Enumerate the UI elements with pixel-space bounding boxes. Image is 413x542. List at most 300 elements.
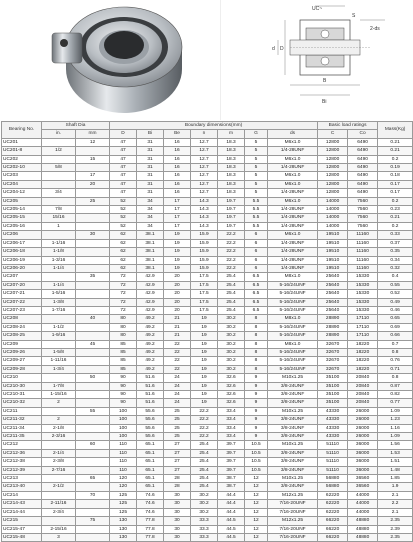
label-bi: Bi	[322, 99, 327, 105]
table-cell: 31	[137, 189, 164, 197]
table-cell	[76, 206, 110, 214]
table-cell: 2-3/4	[42, 508, 76, 516]
table-cell: 25	[164, 424, 191, 432]
table-cell: 34	[137, 222, 164, 230]
table-cell: 20	[164, 298, 191, 306]
bearing-number-cell: UC205-14	[2, 206, 42, 214]
table-cell: 15.9	[191, 231, 218, 239]
bearing-number-cell: UC215-48	[2, 533, 42, 541]
table-cell	[76, 458, 110, 466]
table-cell: 31	[137, 138, 164, 146]
table-cell: 0.8	[378, 374, 413, 382]
table-cell: 20840	[348, 391, 378, 399]
table-cell: 1/2	[42, 147, 76, 155]
table-row	[2, 248, 413, 256]
table-cell: 6	[245, 231, 268, 239]
table-cell: 3/8-24UNF	[268, 382, 318, 390]
table-row	[2, 399, 413, 407]
table-cell	[42, 517, 76, 525]
table-cell: 3/8-24UNF	[268, 483, 318, 491]
table-cell: 38.1	[137, 239, 164, 247]
header-mm: mm	[76, 130, 110, 138]
table-cell: 2.2	[378, 500, 413, 508]
table-cell: 100	[110, 416, 137, 424]
table-cell: 0.33	[378, 231, 413, 239]
table-cell: 39.7	[218, 441, 245, 449]
bearing-number-cell: UC209-26	[2, 348, 42, 356]
table-cell: 32670	[318, 365, 348, 373]
table-cell: 72	[110, 298, 137, 306]
table-cell: 15/16	[42, 214, 76, 222]
table-cell: 25.4	[191, 458, 218, 466]
table-cell: 2-1/8	[42, 424, 76, 432]
table-cell: 12800	[318, 147, 348, 155]
table-cell: 9	[245, 382, 268, 390]
table-cell: 27	[164, 458, 191, 466]
table-cell: 1.09	[378, 433, 413, 441]
header-G: G	[245, 130, 268, 138]
table-cell: 25.4	[218, 306, 245, 314]
table-cell: 49.2	[137, 348, 164, 356]
table-cell: 43330	[318, 433, 348, 441]
table-cell: 5	[245, 180, 268, 188]
table-cell: 3/8-24UNF	[268, 391, 318, 399]
table-cell: 2-1/4	[42, 449, 76, 457]
table-cell: 5	[245, 147, 268, 155]
table-cell	[76, 399, 110, 407]
table-cell: 47	[110, 180, 137, 188]
table-row	[2, 189, 413, 197]
table-cell: 12	[245, 517, 268, 525]
table-cell: 6490	[348, 138, 378, 146]
table-cell: 51.6	[137, 382, 164, 390]
table-cell: 17110	[348, 315, 378, 323]
table-cell: 25.4	[191, 449, 218, 457]
table-cell: 36000	[348, 449, 378, 457]
table-cell: 60	[76, 441, 110, 449]
header-Bi: Bi	[137, 130, 164, 138]
table-cell: 18.3	[218, 147, 245, 155]
table-cell: 21	[164, 315, 191, 323]
table-cell: M8x1.0	[268, 315, 318, 323]
table-cell: 62	[110, 256, 137, 264]
table-cell: 35100	[318, 374, 348, 382]
table-cell: 65.1	[137, 449, 164, 457]
table-cell: 38.1	[137, 264, 164, 272]
table-cell: 16	[164, 189, 191, 197]
table-cell: 22	[164, 365, 191, 373]
table-cell: 36560	[348, 475, 378, 483]
table-cell: 25640	[318, 306, 348, 314]
table-cell: 24	[164, 391, 191, 399]
table-cell: 44000	[348, 500, 378, 508]
table-cell: 65	[76, 475, 110, 483]
table-cell: 34	[137, 197, 164, 205]
table-cell: 0.17	[378, 180, 413, 188]
table-cell: 21	[164, 323, 191, 331]
bearing-number-cell: UC212-39	[2, 466, 42, 474]
table-cell: 12	[245, 491, 268, 499]
table-cell: 18220	[348, 365, 378, 373]
table-cell: 62	[110, 248, 137, 256]
table-cell: 3/8-24UNF	[268, 458, 318, 466]
table-cell: 49.2	[137, 365, 164, 373]
table-row	[2, 281, 413, 289]
table-cell: 18.3	[218, 155, 245, 163]
table-cell: 70	[76, 491, 110, 499]
table-cell: 49.2	[137, 357, 164, 365]
table-cell: 5-16/24UNF	[268, 290, 318, 298]
table-cell: 16	[164, 180, 191, 188]
table-cell: 19	[191, 323, 218, 331]
table-cell: 3	[42, 533, 76, 541]
table-cell: M6x1.0	[268, 231, 318, 239]
table-cell: 5	[245, 138, 268, 146]
table-cell	[76, 264, 110, 272]
table-cell: 38.1	[137, 231, 164, 239]
table-cell: 15330	[348, 290, 378, 298]
table-cell	[76, 382, 110, 390]
bearing-number-cell: UC215	[2, 517, 42, 525]
table-cell: 28890	[318, 315, 348, 323]
table-cell: 20	[164, 281, 191, 289]
table-cell: 0.66	[378, 332, 413, 340]
header-boundary-dimensions: Boundary dimensions(mm)	[110, 122, 318, 130]
bearing-number-cell: UC212-38	[2, 458, 42, 466]
table-cell: 0.7	[378, 340, 413, 348]
table-cell: 1-11/16	[42, 357, 76, 365]
table-cell: M8x1.0	[268, 273, 318, 281]
table-cell: 110	[110, 441, 137, 449]
table-cell: 3/8-24UNF	[268, 433, 318, 441]
table-cell: 17	[164, 222, 191, 230]
table-row	[2, 180, 413, 188]
table-cell: 1-9/16	[42, 332, 76, 340]
label-b: B	[323, 78, 327, 84]
table-cell: 15330	[348, 281, 378, 289]
table-cell: 1-5/8	[42, 348, 76, 356]
table-cell: 44.5	[218, 517, 245, 525]
table-cell: 7/16-20UNF	[268, 525, 318, 533]
table-cell: 5	[245, 155, 268, 163]
table-cell: 17	[76, 172, 110, 180]
table-cell: 51110	[318, 458, 348, 466]
header-D: D	[110, 130, 137, 138]
table-row	[2, 374, 413, 382]
table-cell: 38.7	[218, 483, 245, 491]
header-n: n	[191, 130, 218, 138]
table-cell: 14.3	[191, 197, 218, 205]
table-cell: 19.7	[218, 206, 245, 214]
table-cell: M12x1.25	[268, 491, 318, 499]
table-cell: M6x1.0	[268, 197, 318, 205]
table-cell: M10x1.25	[268, 374, 318, 382]
table-cell: 10.5	[245, 466, 268, 474]
table-body	[2, 138, 413, 542]
table-cell: 0.21	[378, 147, 413, 155]
table-cell: 15330	[348, 273, 378, 281]
table-cell: 43330	[318, 424, 348, 432]
table-row	[2, 466, 413, 474]
table-cell: 12	[245, 500, 268, 508]
table-cell	[76, 365, 110, 373]
table-cell: 19	[191, 332, 218, 340]
table-cell: 1/4-28UNF	[268, 206, 318, 214]
table-cell: 7560	[348, 222, 378, 230]
bearing-number-cell: UC209-27	[2, 357, 42, 365]
table-cell: 1.9	[378, 483, 413, 491]
table-cell: 25.4	[191, 466, 218, 474]
table-cell: 110	[110, 466, 137, 474]
table-cell: 12.7	[191, 138, 218, 146]
table-row	[2, 222, 413, 230]
table-cell: 130	[110, 517, 137, 525]
table-cell: 0.2	[378, 197, 413, 205]
table-cell: 36000	[348, 458, 378, 466]
table-cell: 62	[110, 264, 137, 272]
bearing-number-cell: UC211	[2, 407, 42, 415]
header-mass: Mass(Kg)	[378, 122, 413, 139]
label-d-inner: d	[272, 46, 275, 52]
table-cell: 30	[164, 533, 191, 541]
table-cell: 74.6	[137, 500, 164, 508]
table-cell: 24	[164, 399, 191, 407]
table-cell: 7560	[348, 214, 378, 222]
table-cell: 110	[110, 449, 137, 457]
table-cell: 1-3/8	[42, 298, 76, 306]
bearing-number-cell: UC211-35	[2, 433, 42, 441]
header-shaft-dia: Shaft Dia	[42, 122, 110, 130]
table-cell	[42, 407, 76, 415]
table-row	[2, 483, 413, 491]
table-cell: 1.09	[378, 407, 413, 415]
table-cell: 17.5	[191, 298, 218, 306]
table-row	[2, 315, 413, 323]
header-m: m	[218, 130, 245, 138]
table-cell: 8	[245, 357, 268, 365]
table-cell: 47	[110, 189, 137, 197]
table-cell: 19	[164, 256, 191, 264]
table-cell: 9	[245, 391, 268, 399]
table-cell	[42, 180, 76, 188]
table-cell: 51110	[318, 441, 348, 449]
table-row	[2, 458, 413, 466]
table-cell: 28	[164, 475, 191, 483]
table-cell: 0.82	[378, 391, 413, 399]
table-row	[2, 323, 413, 331]
table-cell: 18220	[348, 348, 378, 356]
table-cell: 9	[245, 399, 268, 407]
table-cell: 33.3	[191, 525, 218, 533]
table-cell: M8x1.0	[268, 340, 318, 348]
table-cell: M10x1.25	[268, 407, 318, 415]
table-cell	[76, 391, 110, 399]
table-cell: 25	[164, 433, 191, 441]
table-cell	[42, 441, 76, 449]
table-cell: 0.17	[378, 189, 413, 197]
table-cell: 22.2	[218, 239, 245, 247]
bearing-number-cell: UC210-30	[2, 382, 42, 390]
table-cell: 43330	[318, 416, 348, 424]
table-cell: 65.1	[137, 441, 164, 449]
table-cell: 27	[164, 449, 191, 457]
table-cell: 44000	[348, 491, 378, 499]
table-cell: 8	[245, 332, 268, 340]
table-cell: 28890	[318, 323, 348, 331]
table-cell: 5-16/24UNF	[268, 298, 318, 306]
bearing-number-cell: UC208	[2, 315, 42, 323]
table-cell: 38.7	[218, 475, 245, 483]
table-cell: 62220	[318, 500, 348, 508]
table-cell: 19	[191, 374, 218, 382]
header-Co: Co	[348, 130, 378, 138]
bearing-number-cell: UC204-12	[2, 189, 42, 197]
table-cell: 1-3/4	[42, 365, 76, 373]
table-row	[2, 306, 413, 314]
table-cell: 6	[245, 239, 268, 247]
table-row	[2, 433, 413, 441]
table-cell: 14000	[318, 197, 348, 205]
table-cell: 16	[164, 147, 191, 155]
table-cell: 22.2	[191, 433, 218, 441]
table-cell: 30.2	[191, 491, 218, 499]
table-cell: 7/16-20UNF	[268, 533, 318, 541]
table-cell: 6490	[348, 189, 378, 197]
table-cell: 20840	[348, 399, 378, 407]
table-cell: 6.5	[245, 281, 268, 289]
table-row	[2, 416, 413, 424]
table-cell: 25.4	[218, 281, 245, 289]
bearing-number-cell: UC214-44	[2, 508, 42, 516]
table-cell: 50	[76, 374, 110, 382]
table-cell: 1/4-28UNF	[268, 248, 318, 256]
table-cell: 19	[164, 248, 191, 256]
table-cell: 120	[110, 475, 137, 483]
table-cell: 17.5	[191, 290, 218, 298]
table-row	[2, 164, 413, 172]
table-cell: 3/8-24UNF	[268, 399, 318, 407]
table-cell: 18.3	[218, 180, 245, 188]
table-cell: 33.4	[218, 424, 245, 432]
table-cell: M6x1.0	[268, 155, 318, 163]
table-cell: 100	[110, 433, 137, 441]
table-cell: 2-15/16	[42, 525, 76, 533]
table-cell: 22.2	[218, 264, 245, 272]
table-cell: 32.6	[218, 382, 245, 390]
table-cell: 20	[164, 273, 191, 281]
table-cell	[76, 290, 110, 298]
table-cell: 22.2	[218, 231, 245, 239]
bearing-number-cell: UC215-47	[2, 525, 42, 533]
bearing-number-cell: UC211-32	[2, 416, 42, 424]
table-cell: 26000	[348, 424, 378, 432]
table-cell: 12	[245, 508, 268, 516]
table-cell: 15330	[348, 306, 378, 314]
table-cell: 15.9	[191, 264, 218, 272]
table-cell: 5-16/24UNF	[268, 357, 318, 365]
table-cell: 1/4-28UNF	[268, 264, 318, 272]
table-cell: 5	[245, 164, 268, 172]
table-cell: 5.5	[245, 214, 268, 222]
table-cell: 2.39	[378, 525, 413, 533]
table-row	[2, 332, 413, 340]
table-cell: 2	[42, 399, 76, 407]
table-cell: 1.48	[378, 466, 413, 474]
table-cell: 17	[164, 206, 191, 214]
bearing-number-cell: UC205-16	[2, 222, 42, 230]
table-cell: M10x1.25	[268, 441, 318, 449]
table-cell: 80	[110, 332, 137, 340]
table-cell: 1/4-28UNF	[268, 164, 318, 172]
bearing-number-cell: UC203	[2, 172, 42, 180]
table-cell: 12800	[318, 172, 348, 180]
table-cell: 9	[245, 407, 268, 415]
table-cell: 12.7	[191, 155, 218, 163]
table-cell	[76, 508, 110, 516]
bearing-number-cell: UC208-25	[2, 332, 42, 340]
table-cell: 12.7	[191, 180, 218, 188]
table-row	[2, 491, 413, 499]
table-cell: 20	[164, 290, 191, 298]
table-row	[2, 365, 413, 373]
table-cell: 0.21	[378, 214, 413, 222]
bearing-number-cell: UC213-40	[2, 483, 42, 491]
table-cell: 35100	[318, 399, 348, 407]
table-cell: 32670	[318, 357, 348, 365]
table-cell: 30	[164, 517, 191, 525]
bearing-number-cell: UC207-20	[2, 281, 42, 289]
table-cell: 2.35	[378, 517, 413, 525]
table-cell: 25.4	[218, 290, 245, 298]
table-cell: 22.2	[191, 416, 218, 424]
table-row	[2, 441, 413, 449]
bearing-number-cell: UC204	[2, 180, 42, 188]
table-row	[2, 147, 413, 155]
table-cell: 12.7	[191, 164, 218, 172]
table-cell: 1.23	[378, 416, 413, 424]
table-cell: 74.6	[137, 491, 164, 499]
table-cell: 25	[164, 407, 191, 415]
table-cell: 16	[164, 164, 191, 172]
table-cell: 49.2	[137, 315, 164, 323]
table-cell: 74.6	[137, 508, 164, 516]
table-cell: 47	[110, 164, 137, 172]
table-row	[2, 231, 413, 239]
table-cell	[42, 197, 76, 205]
table-cell: 5	[245, 189, 268, 197]
table-cell: 36560	[348, 483, 378, 491]
table-cell	[76, 416, 110, 424]
table-cell: 18.3	[218, 172, 245, 180]
table-cell: 6	[245, 264, 268, 272]
table-cell	[76, 256, 110, 264]
table-cell: 24	[164, 382, 191, 390]
table-cell: 15.9	[191, 248, 218, 256]
table-cell: 17	[164, 197, 191, 205]
table-cell: 47	[110, 147, 137, 155]
bearing-number-cell: UC205-15	[2, 214, 42, 222]
table-cell: 10.5	[245, 458, 268, 466]
table-cell: M12x1.25	[268, 517, 318, 525]
table-cell: 48880	[348, 533, 378, 541]
table-cell: 0.19	[378, 164, 413, 172]
table-cell: 7560	[348, 206, 378, 214]
table-cell: 1-1/4	[42, 281, 76, 289]
table-cell: 130	[110, 525, 137, 533]
bearing-number-cell: UC210	[2, 374, 42, 382]
table-cell: 8	[245, 315, 268, 323]
table-row	[2, 407, 413, 415]
